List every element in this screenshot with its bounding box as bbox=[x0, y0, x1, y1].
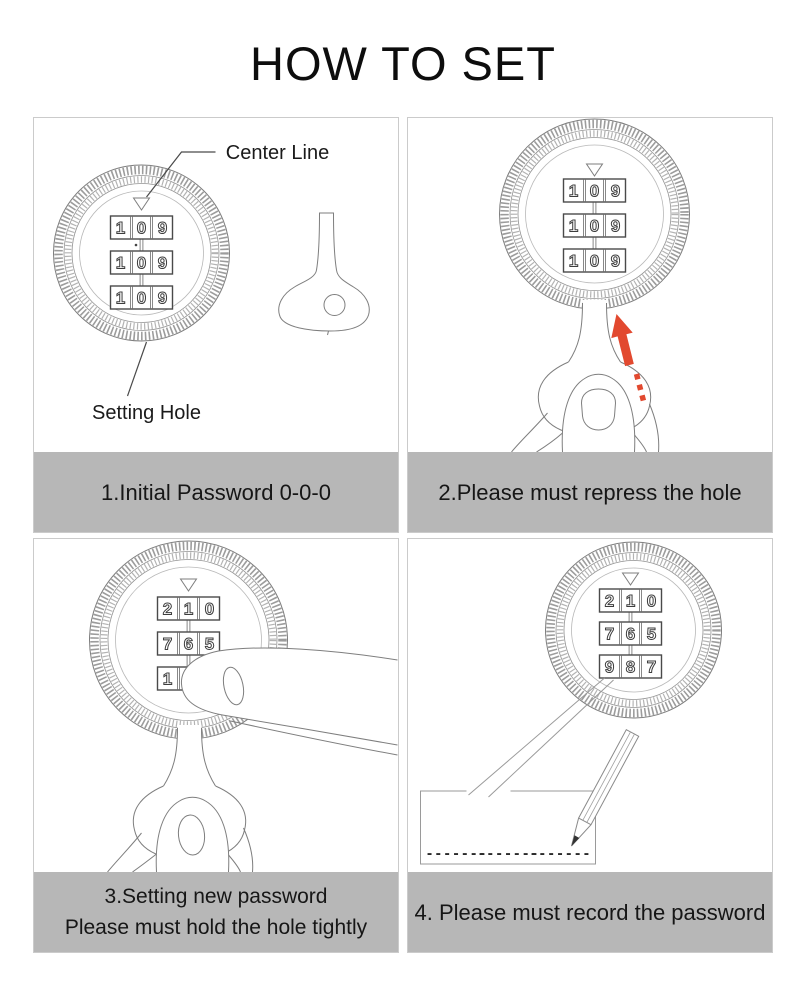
dial-digit: 9 bbox=[610, 181, 621, 201]
step-1-drawing bbox=[34, 118, 398, 452]
caption-text: 4. Please must record the password bbox=[414, 899, 766, 925]
step-4-caption bbox=[408, 872, 772, 952]
dial-digit: 2 bbox=[604, 591, 615, 611]
step-3-caption bbox=[34, 872, 398, 952]
step-2-illustration bbox=[408, 118, 772, 452]
page-title: HOW TO SET bbox=[250, 37, 556, 90]
dial-digit: 1 bbox=[162, 669, 173, 689]
dial-digit: 0 bbox=[646, 591, 657, 611]
center-marker-icon bbox=[587, 164, 603, 176]
center-marker-icon bbox=[134, 198, 150, 210]
panel-step-4 bbox=[407, 538, 773, 953]
caption-text-line-2: Please must hold the hole tightly bbox=[64, 916, 368, 939]
dial-digit: 0 bbox=[136, 288, 147, 308]
setting-hole-leader bbox=[128, 342, 147, 396]
caption-text: 1.Initial Password 0-0-0 bbox=[101, 479, 331, 505]
dial-row bbox=[564, 214, 626, 237]
password-blank: ------- bbox=[425, 847, 488, 862]
dial-digit: 1 bbox=[625, 591, 636, 611]
dial-digit: 0 bbox=[589, 216, 600, 236]
dial-digit: 9 bbox=[610, 216, 621, 236]
dial-digit: 1 bbox=[115, 218, 126, 238]
panel-step-2 bbox=[407, 117, 773, 533]
dial-row bbox=[111, 251, 173, 274]
dial-digit: 0 bbox=[589, 251, 600, 271]
panel-step-1 bbox=[33, 117, 399, 533]
dial-digit: 0 bbox=[136, 253, 147, 273]
dial-row bbox=[111, 286, 173, 309]
pencil-icon bbox=[572, 730, 639, 846]
dial-digit: 9 bbox=[610, 251, 621, 271]
dial-digit: 6 bbox=[183, 634, 194, 654]
turning-finger bbox=[181, 648, 397, 755]
setting-hole-label: Setting Hole bbox=[92, 402, 201, 424]
step-3-drawing bbox=[34, 539, 398, 872]
dial-row bbox=[158, 597, 220, 620]
center-marker-icon bbox=[623, 573, 639, 585]
dial-row bbox=[564, 179, 626, 202]
dial-row bbox=[564, 249, 626, 272]
dial-digit: 1 bbox=[115, 288, 126, 308]
dial-digit: 5 bbox=[646, 624, 657, 644]
caption-text: 2.Please must repress the hole bbox=[438, 479, 742, 505]
dial-digit: 5 bbox=[204, 634, 215, 654]
dial-row bbox=[158, 632, 220, 655]
step-1-illustration bbox=[34, 118, 398, 452]
step-4-illustration bbox=[408, 539, 772, 872]
dial-digit: 1 bbox=[183, 599, 194, 619]
center-marker-icon bbox=[181, 579, 197, 591]
dial-digit: 7 bbox=[162, 634, 173, 654]
password-blank: ------- bbox=[477, 847, 540, 862]
dial-row bbox=[600, 622, 662, 645]
step-4-drawing bbox=[408, 539, 772, 872]
dial-digit: 9 bbox=[604, 657, 615, 677]
dial-digit: 1 bbox=[568, 251, 579, 271]
dial-row bbox=[600, 589, 662, 612]
step-1-caption bbox=[34, 452, 398, 532]
caption-text-line-1: 3.Setting new password bbox=[104, 884, 328, 908]
step-3-illustration bbox=[34, 539, 398, 872]
record-leader bbox=[469, 678, 614, 797]
step-2-caption bbox=[408, 452, 772, 532]
dial-digit: 9 bbox=[157, 218, 168, 238]
dial-digit: 0 bbox=[204, 599, 215, 619]
dial-digit: 0 bbox=[136, 218, 147, 238]
dial-digit: 9 bbox=[157, 288, 168, 308]
dial-digit: 7 bbox=[604, 624, 615, 644]
dial-digit: 7 bbox=[646, 657, 657, 677]
dial-digit: 1 bbox=[115, 253, 126, 273]
keyhole-part-icon bbox=[279, 213, 370, 335]
dial-digit: 1 bbox=[568, 216, 579, 236]
dial-row bbox=[111, 216, 173, 239]
instruction-grid bbox=[33, 117, 773, 953]
center-line-label: Center Line bbox=[225, 142, 330, 164]
panel-step-3 bbox=[33, 538, 399, 953]
dial-digit: 2 bbox=[162, 599, 173, 619]
step-2-drawing bbox=[408, 118, 772, 452]
dial-digit: 0 bbox=[589, 181, 600, 201]
dial-digit: 9 bbox=[157, 253, 168, 273]
dial-digit: 8 bbox=[625, 657, 636, 677]
password-blank: ------- bbox=[529, 847, 592, 862]
dial-row bbox=[600, 655, 662, 678]
dial-digit: 6 bbox=[625, 624, 636, 644]
dial-digit: 1 bbox=[568, 181, 579, 201]
